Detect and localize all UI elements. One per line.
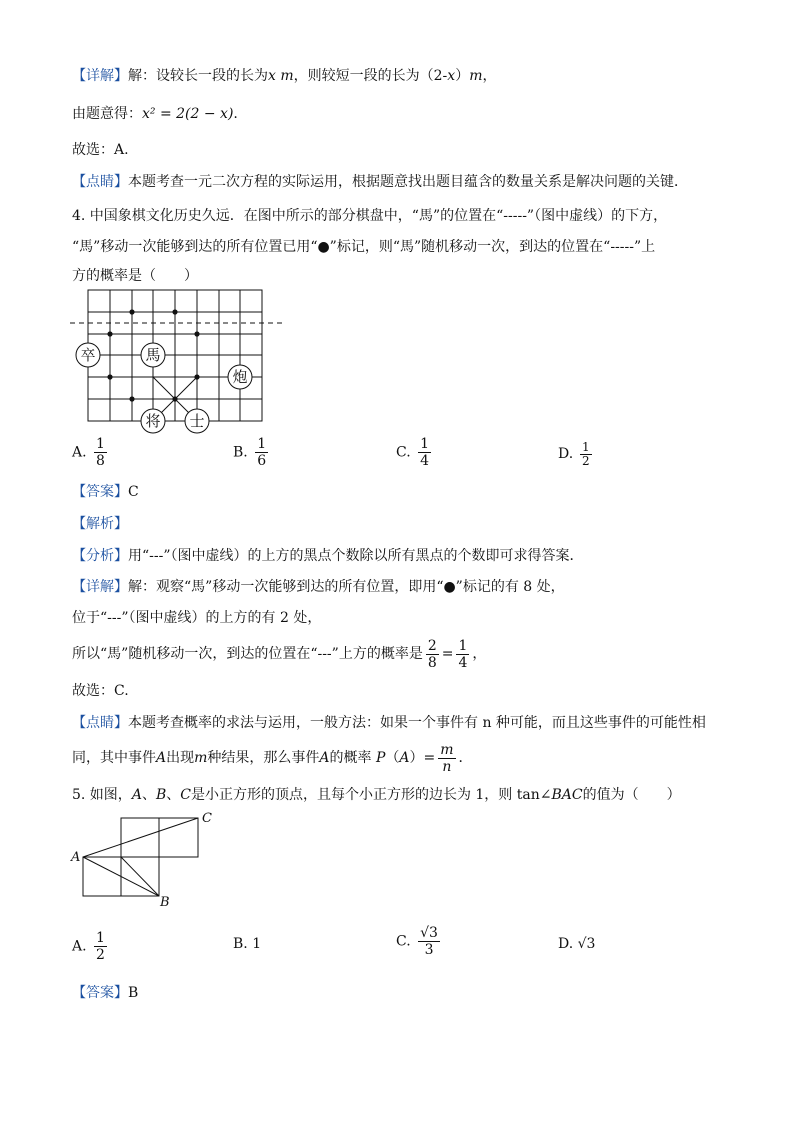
text: 同，其中事件 [72,750,156,766]
piece-shi-label: 士 [189,412,205,430]
var: BAC [551,787,583,803]
analysis-tag: 【解析】 [72,516,128,532]
numerator: 1 [257,436,267,452]
detail-tag: 【详解】 [72,68,128,84]
text: 所以“馬”随机移动一次，到达的位置在“---”上方的概率是 [72,646,423,662]
denominator: 3 [424,942,434,958]
point-a-label: A [71,850,81,865]
text: . [233,106,238,122]
option-label: B. [233,444,248,461]
comment-line [72,172,688,192]
var-x: x [447,68,456,84]
text: 用“---”（图中虚线）的上方的黑点个数除以所有黑点的个数即可求得答案． [128,548,584,564]
text: 5. 如图， [72,787,132,803]
q4-detail [72,577,565,597]
var: A [319,750,330,766]
equals: = [441,646,454,662]
q4-option-b [233,436,271,469]
var: C [180,787,191,803]
option-fraction [255,436,268,469]
denominator: n [442,758,452,775]
numerator: 1 [458,637,468,654]
point-c-label: C [202,811,212,826]
analysis-label: 【分析】 [72,548,128,564]
q5-option-b [233,936,261,952]
numerator: m [440,741,454,758]
choice-line: 故选：A. [72,142,129,158]
text: 是小正方形的顶点，且每个小正方形的边长为 1，则 tan∠ [190,787,552,803]
q5-option-a [72,930,110,963]
q4-choice: 故选：C. [72,683,129,699]
text: 、 [166,787,181,803]
piece-ma-label: 馬 [145,346,161,364]
q4-comment [72,713,706,733]
text: 解：观察“馬”移动一次能够到达的所有位置，即用“●”标记的有 8 处， [128,579,565,595]
option-label: C. [396,933,411,950]
var: A [399,750,410,766]
text: ）= [409,750,436,766]
equation: x² = 2(2 − x) [142,106,234,122]
q4-stem-line-3: 方的概率是（ ） [72,268,198,284]
option-label: D. [558,936,574,952]
answer-value: B [128,985,139,1001]
q4-jiexi [72,514,128,534]
text: 的值为（ ） [582,787,681,803]
denominator: 2 [96,947,105,963]
option-label: C. [396,444,411,461]
option-value: √3 [577,936,596,952]
piece-jiang-label: 将 [145,412,161,430]
q4-work-1: 位于“---”（图中虚线）的上方的有 2 处， [72,610,322,626]
text: 本题考查一元二次方程的实际运用，根据题意找出题目蕴含的数量关系是解决问题的关键． [128,174,688,190]
denominator: 2 [582,454,590,468]
text: ， [482,68,497,84]
text: 本题考查概率的求法与运用，一般方法：如果一个事件有 n 种可能，而且这些事件的可能性相 [128,715,706,731]
text: ，则较短一段的长为（2- [293,68,448,84]
denominator: 8 [427,654,437,671]
fraction [438,742,455,775]
option-value: 1 [252,936,262,952]
comment-tag: 【点睛】 [72,715,128,731]
piece-pao-label: 炮 [232,368,248,386]
numerator: 2 [427,637,437,654]
answer-tag: 【答案】 [72,484,128,500]
text: （ [385,750,400,766]
answer-tag: 【答案】 [72,985,128,1001]
text: 出现 [166,750,195,766]
q4-stem-line-2: “馬”移动一次能够到达的所有位置已用“●”标记，则“馬”随机移动一次，到达的位置在“-----”上 [72,239,656,255]
solution-detail-line [72,66,496,86]
option-fraction [94,930,107,963]
var: A [131,787,142,803]
q5-stem [72,785,681,805]
grid-figure [66,810,226,910]
var: P [375,750,386,766]
q5-option-d [558,936,595,952]
fraction [426,638,439,671]
option-fraction [418,925,440,958]
text: 的概率 [329,750,372,766]
comment-tag: 【点睛】 [72,174,128,190]
var-x: x [268,68,276,84]
numerator: 1 [420,436,430,452]
denominator: 8 [96,453,105,469]
option-fraction [580,441,592,468]
text: 解：设较长一段的长为 [128,68,268,84]
q4-option-a [72,436,110,469]
piece-zu-label: 卒 [80,346,96,364]
text: 种结果，那么事件 [207,750,320,766]
chessboard-figure [68,285,288,435]
unit-m: m [469,68,483,84]
q4-comment-2 [72,738,473,778]
fraction [456,638,469,671]
text: ） [455,68,470,84]
denominator: 6 [257,453,267,469]
option-fraction [94,436,107,469]
q4-option-c [396,436,434,469]
option-label: A. [72,938,87,955]
point-b-label: B [160,895,170,910]
q4-work-2 [72,634,486,674]
q4-analysis [72,546,584,566]
q4-option-d [558,441,595,468]
equation-line [72,104,238,124]
option-label: A. [72,444,87,461]
q4-answer [72,482,139,502]
detail-tag: 【详解】 [72,579,128,595]
denominator: 4 [420,453,430,469]
q5-answer [72,983,138,1003]
var: B [155,787,167,803]
answer-value: C [128,484,139,500]
option-fraction [418,436,431,469]
text: 、 [141,787,156,803]
denominator: 4 [458,654,468,671]
numerator: 1 [96,436,105,452]
q5-option-c [396,925,443,958]
text: ， [472,646,487,662]
unit-m: m [280,68,294,84]
numerator: 1 [582,440,590,454]
q4-stem-line-1: 4. 中国象棋文化历史久远．在图中所示的部分棋盘中，“馬”的位置在“-----”（图中虚线）的下方， [72,208,668,224]
numerator: √3 [420,925,438,941]
var: m [194,750,208,766]
var: A [156,750,167,766]
numerator: 1 [96,930,105,946]
option-label: B. [233,936,248,952]
text: 由题意得： [72,106,142,122]
option-label: D. [558,446,574,462]
text: ． [458,750,473,766]
